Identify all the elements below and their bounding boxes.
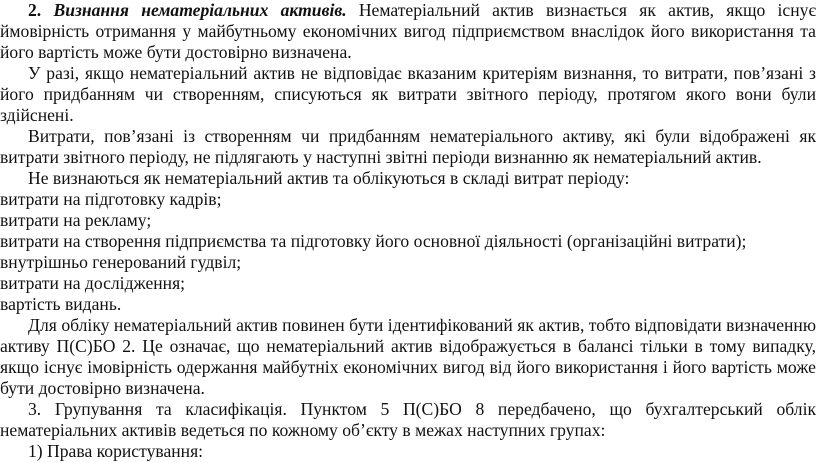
paragraph-identification: Для обліку нематеріальний актив повинен бути ідентифікований як актив, тобто відповідати визначенню активу П(С)БО 2. Це означає, що нематеріальний актив відображується в балансі тільки в тому випадку, якщо існує імовірність одержання майбутніх економічних вигод від його використання і його вартість може бути достовірно визначена. <box>0 315 816 398</box>
paragraph-not-recognized-intro: Не визнаються як нематеріальний актив та облікуються в складі витрат періоду: <box>28 168 630 188</box>
section-2-title: Визнання нематеріальних активів. <box>53 0 347 20</box>
list-item: витрати на створення підприємства та підготовку його основної діяльності (організаційні витрати); <box>0 231 747 251</box>
paragraph-expenses-not-recognized: Витрати, пов’язані із створенням чи придбанням нематеріального активу, які були відображені як витрати звітного періоду, не підлягають у наступні звітні періоди визнанню як нематеріальний актив. <box>0 126 816 167</box>
section-2-paragraph <box>0 0 816 63</box>
list-item: витрати на рекламу; <box>0 210 152 230</box>
section-3-paragraph: 3. Групування та класифікація. Пунктом 5 П(С)БО 8 передбачено, що бухгалтерський облік нематеріальних активів ведеться по кожному об’єкту в межах наступних групах: <box>0 399 816 440</box>
list-item: вартість видань. <box>0 294 122 314</box>
group-1-heading: 1) Права користування: <box>28 441 204 461</box>
section-2-text: Нематеріальний актив визнається як актив, якщо існує ймовірність отримання у майбутньому економічних вигод підприємством внаслідок його використання та його вартість може бути достовірно визначена. <box>0 0 816 62</box>
paragraph-not-meeting-criteria: У разі, якщо нематеріальний актив не відповідає вказаним критеріям визнання, то витрати, пов’язані з його придбанням чи створенням, списуються як витрати звітного періоду, протягом якого вони були здійснені. <box>0 63 816 125</box>
section-2-number: 2. <box>28 0 42 20</box>
list-item: витрати на підготовку кадрів; <box>0 189 222 209</box>
list-item: внутрішньо генерований гудвіл; <box>0 252 242 272</box>
list-item: витрати на дослідження; <box>0 273 186 293</box>
